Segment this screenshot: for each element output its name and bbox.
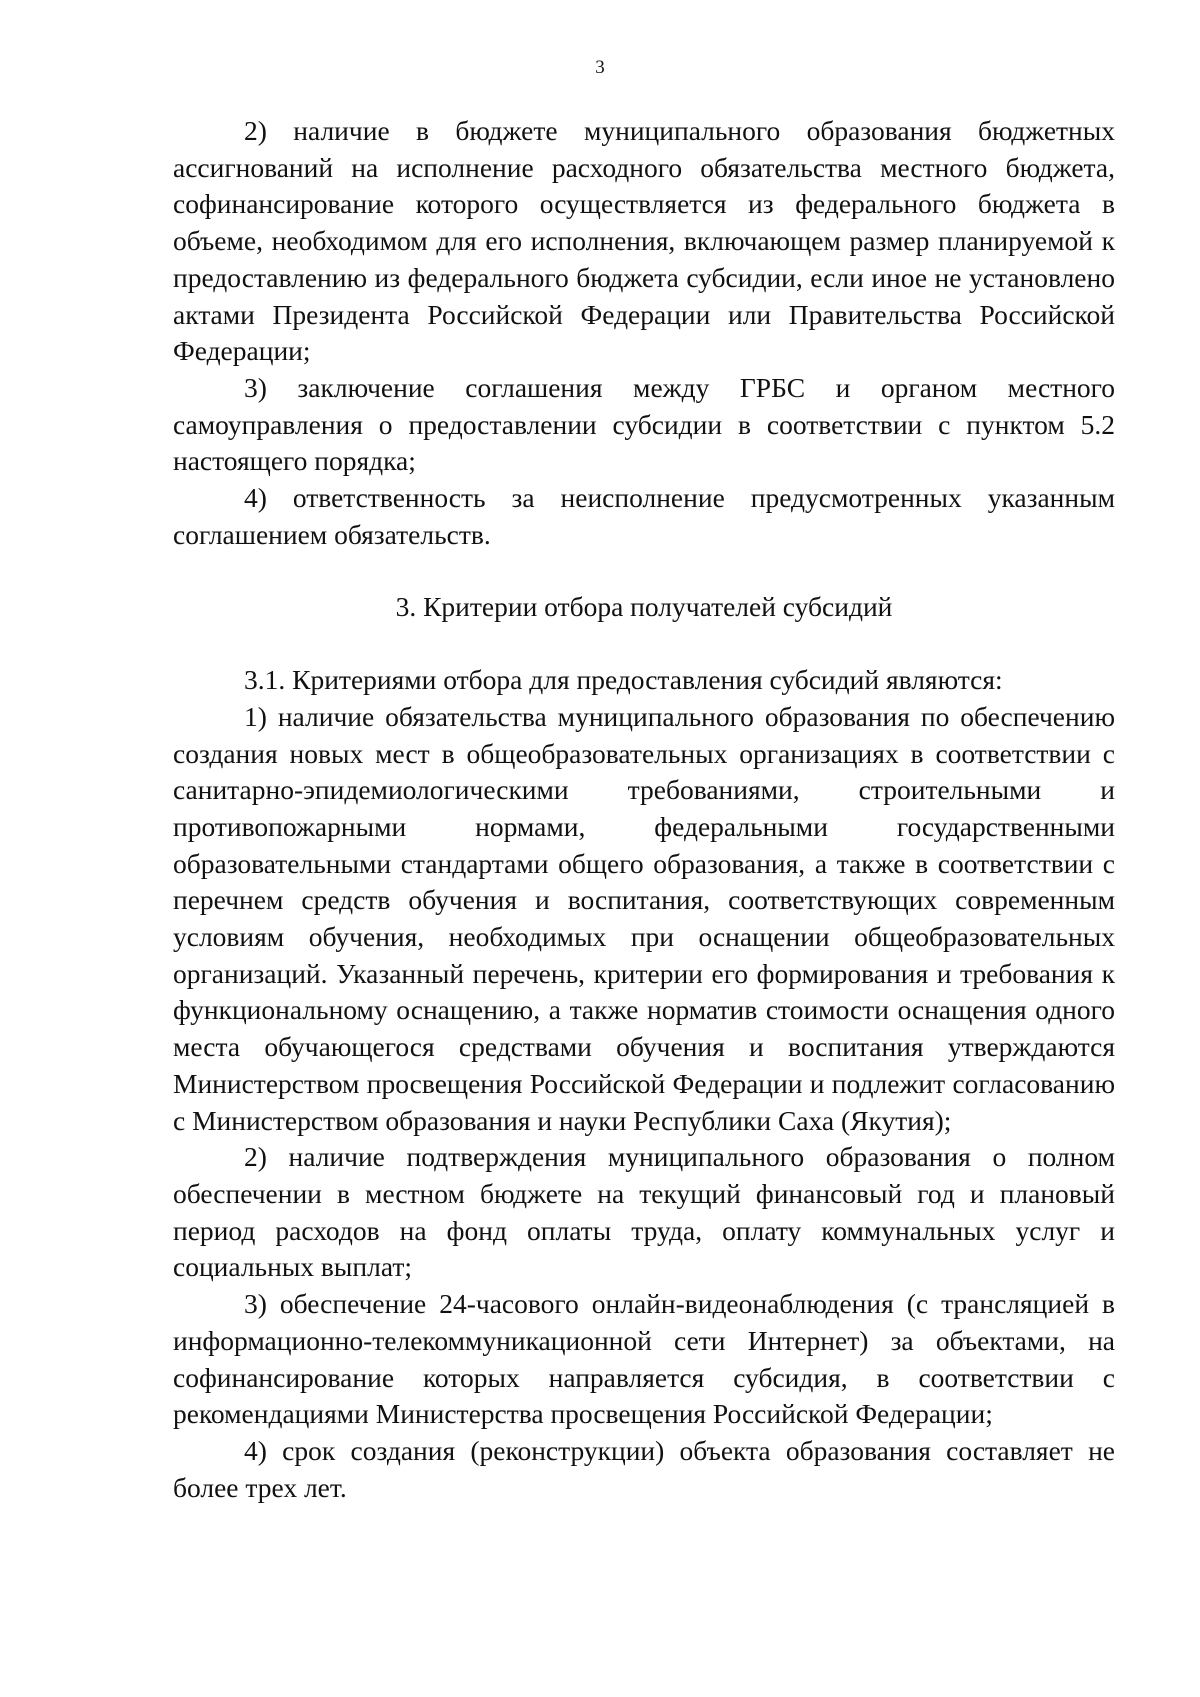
criterion-item-2: 2) наличие подтверждения муниципального образования о полном обеспечении в местном бюджете на текущий финансовый год и плановый период расходов на фонд оплаты труда, оплату коммунальных услуг и социальных выплат;: [173, 1141, 1115, 1283]
paragraph-item-2: 2) наличие в бюджете муниципального образования бюджетных ассигнований на исполнение расходного обязательства местного бюджета, софинансирование которого осуществляется из федерального бюджета в объеме, необходимом для его исполнения, включающем размер планируемой к предоставлению из федерального бюджета субсидии, если иное не установлено актами Президента Российской Федерации или Правительства Российской Федерации;: [173, 115, 1115, 367]
section-heading: 3. Критерии отбора получателей субсидий: [395, 591, 893, 623]
paragraph-item-3: 3) заключение соглашения между ГРБС и органом местного самоуправления о предоставлении субсидии в соответствии с пунктом 5.2 настоящего порядка;: [173, 371, 1115, 477]
page-number: 3: [595, 57, 605, 78]
criterion-item-3: 3) обеспечение 24-часового онлайн-видеонаблюдения (с трансляцией в информационно-телекоммуникационной сети Интернет) за объектами, на софинансирование которых направляется субсидия, в соответствии с рекомендациями Министерства просвещения Российской Федерации;: [173, 1288, 1115, 1430]
criterion-item-4: 4) срок создания (реконструкции) объекта образования составляет не более трех лет.: [173, 1434, 1115, 1503]
criterion-item-1: 1) наличие обязательства муниципального образования по обеспечению создания новых мест в общеобразовательных организациях в соответствии с санитарно-эпидемиологическими требованиями, строительными и противопожарными нормами, федеральными государственными образовательными стандартами общего образования, а также в соответствии с перечнем средств обучения и воспитания, соответствующих современным условиям обучения, необходимых при оснащении общеобразовательных организаций. Указанный перечень, критерии его формирования и требования к функциональному оснащению, а также норматив стоимости оснащения одного места обучающегося средствами обучения и воспитания утверждаются Министерством просвещения Российской Федерации и подлежит согласованию с Министерством образования и науки Республики Саха (Якутия);: [173, 700, 1115, 1136]
document-body: [173, 113, 1115, 1506]
paragraph-3-1: 3.1. Критериями отбора для предоставления субсидий являются:: [244, 664, 1003, 696]
paragraph-item-4: 4) ответственность за неисполнение предусмотренных указанным соглашением обязательств.: [173, 482, 1115, 550]
